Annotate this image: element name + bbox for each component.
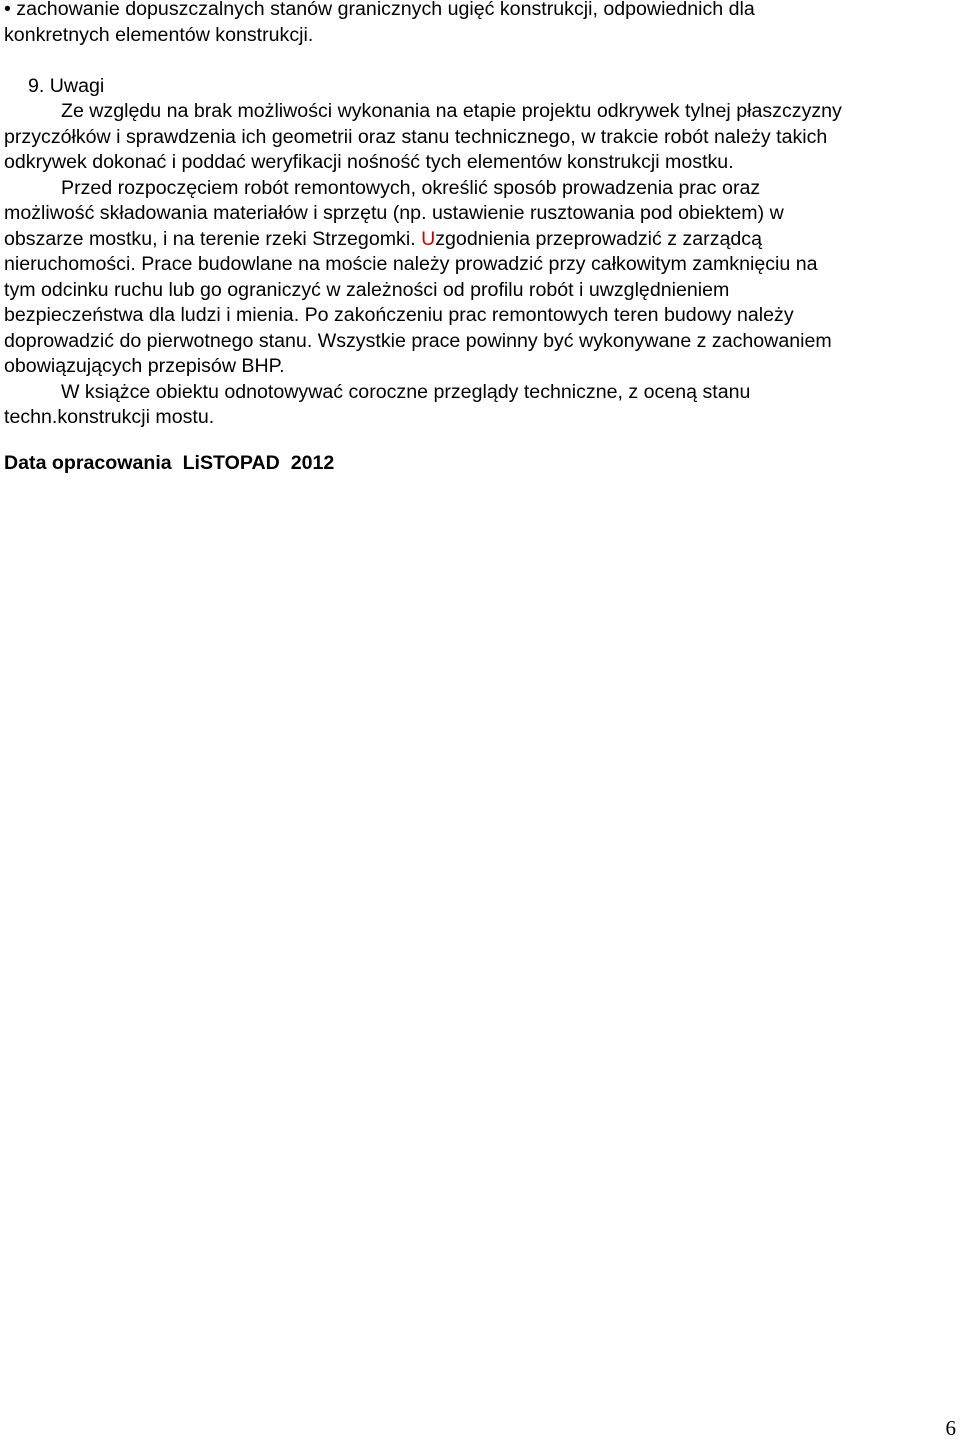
para2-line-2: możliwość składowania materiałów i sprzętu (np. ustawienie rusztowania pod obiektem) w bbox=[4, 202, 784, 224]
para2-line-3-prefix: obszarze mostku, i na terenie rzeki Strzegomki. bbox=[4, 227, 422, 250]
bullet-line-2: konkretnych elementów konstrukcji. bbox=[4, 23, 314, 46]
para3-line-1: W książce obiektu odnotowywać coroczne przeglądy techniczne, z oceną stanu bbox=[61, 380, 751, 403]
section-heading: 9. Uwagi bbox=[28, 74, 105, 97]
red-letter: U bbox=[421, 227, 436, 250]
para2-line-3 bbox=[4, 227, 954, 253]
para1-line-2: przyczółków i sprawdzenia ich geometrii oraz stanu technicznego, w trakcie robót należy takich bbox=[4, 125, 828, 148]
para2-line-1: Przed rozpoczęciem robót remontowych, określić sposób prowadzenia prac oraz bbox=[61, 176, 761, 199]
para2-line-3-suffix: zgodnienia przeprowadzić z zarządcą bbox=[435, 227, 762, 250]
spacer bbox=[4, 48, 954, 74]
date-line: Data opracowania LiSTOPAD 2012 bbox=[4, 452, 335, 474]
para2-line-6: bezpieczeństwa dla ludzi i mienia. Po zakończeniu prac remontowych teren budowy należy bbox=[4, 304, 794, 326]
para2-line-8: obowiązujących przepisów BHP. bbox=[4, 355, 285, 377]
para1-line-3: odkrywek dokonać i poddać weryfikacji nośność tych elementów konstrukcji mostku. bbox=[4, 151, 734, 173]
para2-line-7: doprowadzić do pierwotnego stanu. Wszystkie prace powinny być wykonywane z zachowaniem bbox=[4, 329, 832, 352]
para2-line-5: tym odcinku ruchu lub go ograniczyć w zależności od profilu robót i uwzględnieniem bbox=[4, 278, 730, 301]
body-text bbox=[4, 0, 954, 431]
bullet-line-1: • zachowanie dopuszczalnych stanów granicznych ugięć konstrukcji, odpowiednich dla bbox=[4, 0, 755, 20]
para1-line-1: Ze względu na brak możliwości wykonania na etapie projektu odkrywek tylnej płaszczyzny bbox=[61, 100, 842, 122]
para2-line-4: nieruchomości. Prace budowlane na moście należy prowadzić przy całkowitym zamknięciu na bbox=[4, 253, 818, 275]
page-number: 6 bbox=[945, 1416, 956, 1440]
para3-line-2: techn.konstrukcji mostu. bbox=[4, 406, 215, 428]
